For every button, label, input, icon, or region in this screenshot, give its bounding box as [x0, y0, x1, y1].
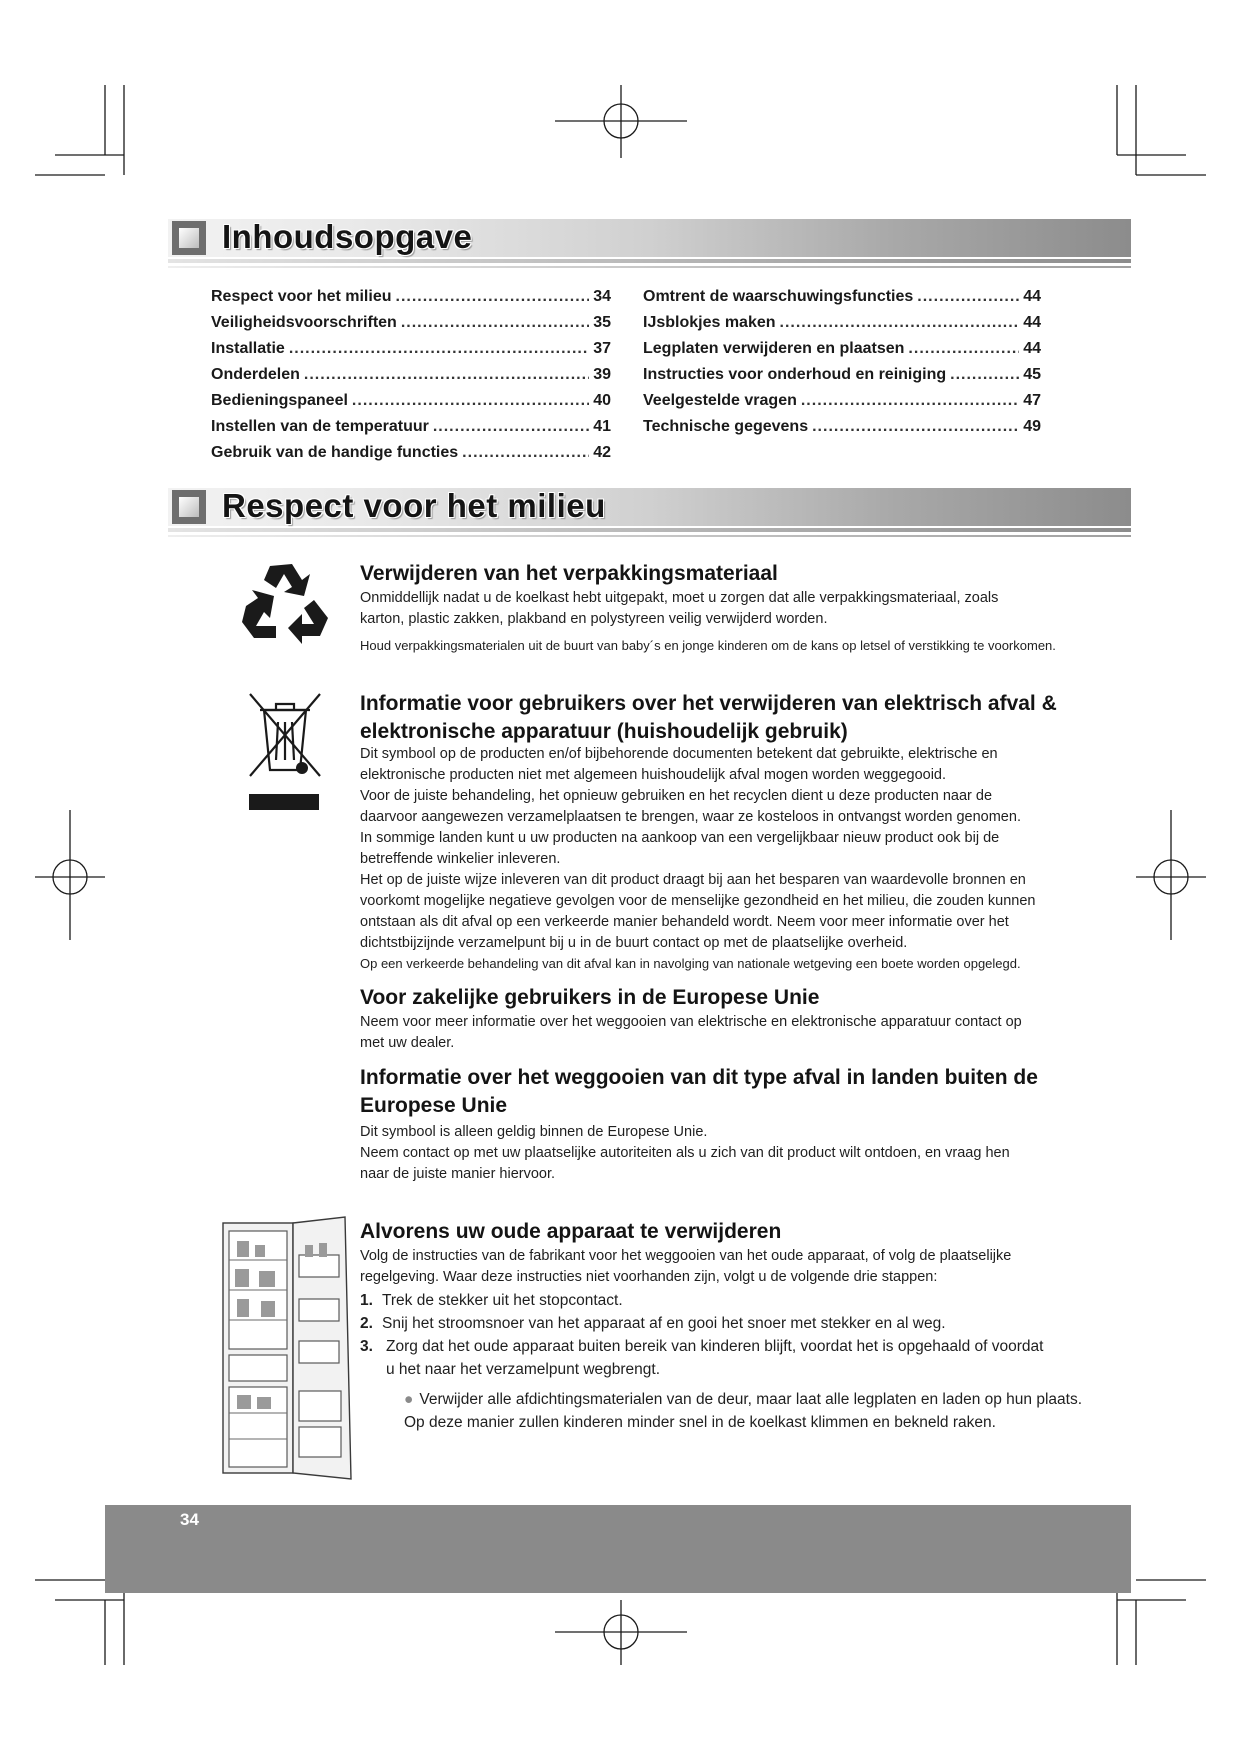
- weee-note: Op een verkeerde behandeling van dit afval kan in navolging van nationale wetgeving een boete worden opgelegd.: [360, 956, 1021, 971]
- toc-entry[interactable]: Respect voor het milieu ..... 34: [211, 284, 611, 310]
- business-heading: Voor zakelijke gebruikers in de Europese Unie: [360, 986, 820, 1009]
- list-item: 1. Trek de stekker uit het stopcontact.: [360, 1292, 623, 1309]
- env-header-rule-thin: [168, 535, 1131, 537]
- toc-entry[interactable]: Instellen van de temperatuur ..... 41: [211, 414, 611, 440]
- toc-entry[interactable]: Installatie ..... 37: [211, 336, 611, 362]
- old-appliance-bullet: ● Verwijder alle afdichtingsmaterialen van de deur, maar laat alle legplaten en laden op hun plaats. Op deze manier zullen kinderen minder snel in de koelkast klimmen en bekneld raken.: [404, 1391, 1082, 1431]
- toc-entry[interactable]: Omtrent de waarschuwingsfuncties ..... 44: [643, 284, 1041, 310]
- business-text: Neem voor meer informatie over het weggooien van elektrische en elektronische apparatuur contact op met uw dealer.: [360, 1014, 1022, 1051]
- weee-heading: Informatie voor gebruikers over het verwijderen van elektrisch afval & elektronische apparatuur (huishoudelijk gebruik): [360, 692, 1057, 743]
- bullet-dot-icon: ●: [404, 1391, 414, 1408]
- list-item: 3. Zorg dat het oude apparaat buiten bereik van kinderen blijft, voordat het is opgehaald of voordat: [360, 1338, 1044, 1355]
- toc-entry[interactable]: Instructies voor onderhoud en reiniging ..... 45: [643, 362, 1041, 388]
- toc-entry[interactable]: Bedieningspaneel ..... 40: [211, 388, 611, 414]
- toc-left-column: [211, 284, 611, 466]
- toc-entry[interactable]: IJsblokjes maken ..... 44: [643, 310, 1041, 336]
- fridge-illustration: [215, 1215, 355, 1480]
- toc-entry[interactable]: Gebruik van de handige functies ..... 42: [211, 440, 611, 466]
- packaging-text: Onmiddellijk nadat u de koelkast hebt uitgepakt, moet u zorgen dat alle verpakkingsmateriaal, zoals karton, plastic zakken, plakband en polystyreen veilig verwijderd worden.: [360, 590, 999, 627]
- toc-right-column: [643, 284, 1041, 440]
- list-item: 2. Snij het stroomsnoer van het apparaat af en gooi het snoer met stekker en al weg.: [360, 1315, 946, 1332]
- page-number: 34: [180, 1510, 199, 1529]
- packaging-note: Houd verpakkingsmaterialen uit de buurt van baby´s en jonge kinderen om de kans op letsel of verstikking te voorkomen.: [360, 638, 1056, 653]
- section-square-icon: [172, 490, 206, 524]
- outside-eu-text: Dit symbool is alleen geldig binnen de Europese Unie. Neem contact op met uw plaatselijke autoriteiten als u zich van dit product wilt ontdoen, en vraag hen naar de juiste manier hiervoor.: [360, 1124, 1010, 1182]
- old-appliance-steps: [360, 1289, 1060, 1381]
- crossed-bin-icon: [244, 690, 326, 812]
- old-appliance-heading: Alvorens uw oude apparaat te verwijderen: [360, 1220, 782, 1243]
- toc-header-rule-thin: [168, 266, 1131, 268]
- env-header-rule: [168, 528, 1131, 532]
- env-title: Respect voor het milieu: [222, 487, 606, 524]
- recycle-icon: [240, 560, 330, 646]
- toc-entry[interactable]: Technische gegevens ..... 49: [643, 414, 1041, 440]
- weee-text: Dit symbool op de producten en/of bijbehorende documenten betekent dat gebruikte, elektrische en elektronische producten niet met algemeen huishoudelijk afval mogen worden weggegooid. Voor de juiste behandeling, het opnieuw gebruiken en het recyclen dient u deze producten naar de daarvoor aangewezen verzamelplaatsen te brengen, waar ze kosteloos in ontvangst worden genomen. In sommige landen kunt u uw producten na aankoop van een vergelijkbaar nieuw product ook bij de betreffende winkelier inleveren. Het op de juiste wijze inleveren van dit product draagt bij aan het besparen van waardevolle bronnen en voorkomt mogelijke negatieve gevolgen voor de menselijke gezondheid en het milieu, die zouden kunnen ontstaan als dit afval op een verkeerde manier behandeld wordt. Neem voor meer informatie over het dichtstbijzijnde verzamelpunt bij u in de buurt contact op met de plaatselijke overheid.: [360, 746, 1036, 951]
- toc-entry[interactable]: Onderdelen ..... 39: [211, 362, 611, 388]
- outside-eu-heading: Informatie over het weggooien van dit type afval in landen buiten de Europese Unie: [360, 1066, 1038, 1117]
- toc-entry[interactable]: Legplaten verwijderen en plaatsen ..... 44: [643, 336, 1041, 362]
- packaging-heading: Verwijderen van het verpakkingsmateriaal: [360, 562, 778, 585]
- toc-entry[interactable]: Veelgestelde vragen ..... 47: [643, 388, 1041, 414]
- step3-continuation: u het naar het verzamelpunt wegbrengt.: [386, 1361, 661, 1378]
- toc-header-rule: [168, 259, 1131, 263]
- toc-entry[interactable]: Veiligheidsvoorschriften ..... 35: [211, 310, 611, 336]
- toc-title: Inhoudsopgave: [222, 218, 473, 255]
- old-appliance-text: Volg de instructies van de fabrikant voor het weggooien van het oude apparaat, of volg de plaatselijke regelgeving. Waar deze instructies niet voorhanden zijn, volgt u de volgende drie stappen:: [360, 1248, 1012, 1285]
- footer-bar: [105, 1505, 1131, 1593]
- section-square-icon: [172, 221, 206, 255]
